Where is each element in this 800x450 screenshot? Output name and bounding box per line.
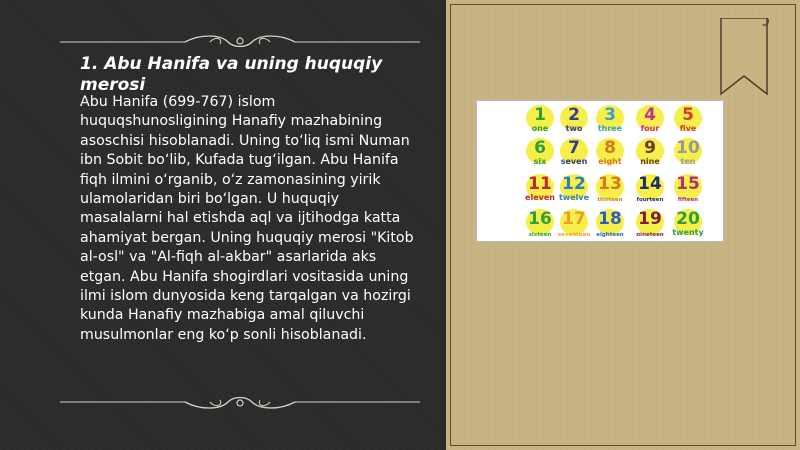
number-word: two (565, 124, 583, 133)
number-cell (589, 174, 631, 204)
number-digit: 11 (528, 174, 552, 194)
number-digit: 8 (604, 138, 616, 158)
number-word: nineteen (636, 232, 664, 238)
number-digit: 13 (598, 174, 622, 194)
number-word: twelve (558, 193, 590, 202)
number-digit: 12 (562, 174, 586, 194)
number-digit: 7 (568, 138, 580, 158)
number-cell (667, 138, 709, 168)
number-word: seventeen (557, 232, 591, 238)
number-word: nine (640, 157, 660, 166)
slide-body-text: Abu Hanifa (699-767) islom huquqshunosligining Hanafiy mazhabining asoschisi hisoblanadi. Uning to‘liq ismi Numan ibn Sobit bo‘lib, Kufada tug‘ilgan. Abu Hanifa fiqh ilmini o‘rganib, o‘z zamonasining yirik ulamolaridan biri bo‘lgan. U huquqiy masalalarni hal etishda aql va ijtihodga katta ahamiyat bergan. Uning huquqiy merosi "Kitob al-osl" va "Al-fiqh al-akbar" asarlarida aks etgan. Abu Hanifa shogirdlari vositasida uning ilmi islom dunyosida keng tarqalgan va hozirgi kunda Hanafiy mazhabiga amal qiluvchi musulmonlar eng ko‘p sonli hisoblanadi. (80, 94, 414, 343)
ornament-bottom-divider (60, 392, 420, 412)
number-word: fourteen (636, 197, 664, 203)
number-digit: 2 (568, 105, 580, 125)
number-cell (589, 209, 631, 239)
number-digit: 18 (598, 209, 622, 229)
number-digit: 10 (676, 138, 700, 158)
number-digit: 9 (644, 138, 656, 158)
number-word: eighteen (596, 232, 624, 238)
number-cell (667, 105, 709, 135)
number-word: seven (560, 157, 588, 166)
number-word: sixteen (528, 232, 552, 238)
number-word: thirteen (597, 197, 623, 203)
number-digit: 4 (644, 105, 656, 125)
number-word: fifteen (677, 197, 699, 203)
number-digit: 20 (676, 209, 700, 229)
number-word: three (597, 124, 623, 133)
number-digit: 3 (604, 105, 616, 125)
number-cell (589, 105, 631, 135)
ornament-top-divider (60, 32, 420, 52)
number-word: eleven (525, 193, 555, 202)
slide-title: 1. Abu Hanifa va uning huquqiy merosi (80, 54, 383, 95)
ribbon-bookmark-icon (719, 18, 769, 98)
number-cell (589, 138, 631, 168)
number-digit: 16 (528, 209, 552, 229)
number-digit: 5 (682, 105, 694, 125)
number-cell (667, 209, 709, 239)
number-digit: 1 (534, 105, 546, 125)
number-word: twenty (672, 228, 704, 237)
number-cell (667, 174, 709, 204)
number-digit: 15 (676, 174, 700, 194)
number-digit: 6 (534, 138, 546, 158)
number-word: five (679, 124, 697, 133)
number-word: one (531, 124, 549, 133)
numbers-chart-image (476, 100, 724, 242)
number-word: ten (680, 157, 696, 166)
number-word: eight (598, 157, 622, 166)
number-digit: 19 (638, 209, 662, 229)
number-word: six (533, 157, 547, 166)
number-digit: 14 (638, 174, 662, 194)
number-word: four (640, 124, 660, 133)
number-digit: 17 (562, 209, 586, 229)
